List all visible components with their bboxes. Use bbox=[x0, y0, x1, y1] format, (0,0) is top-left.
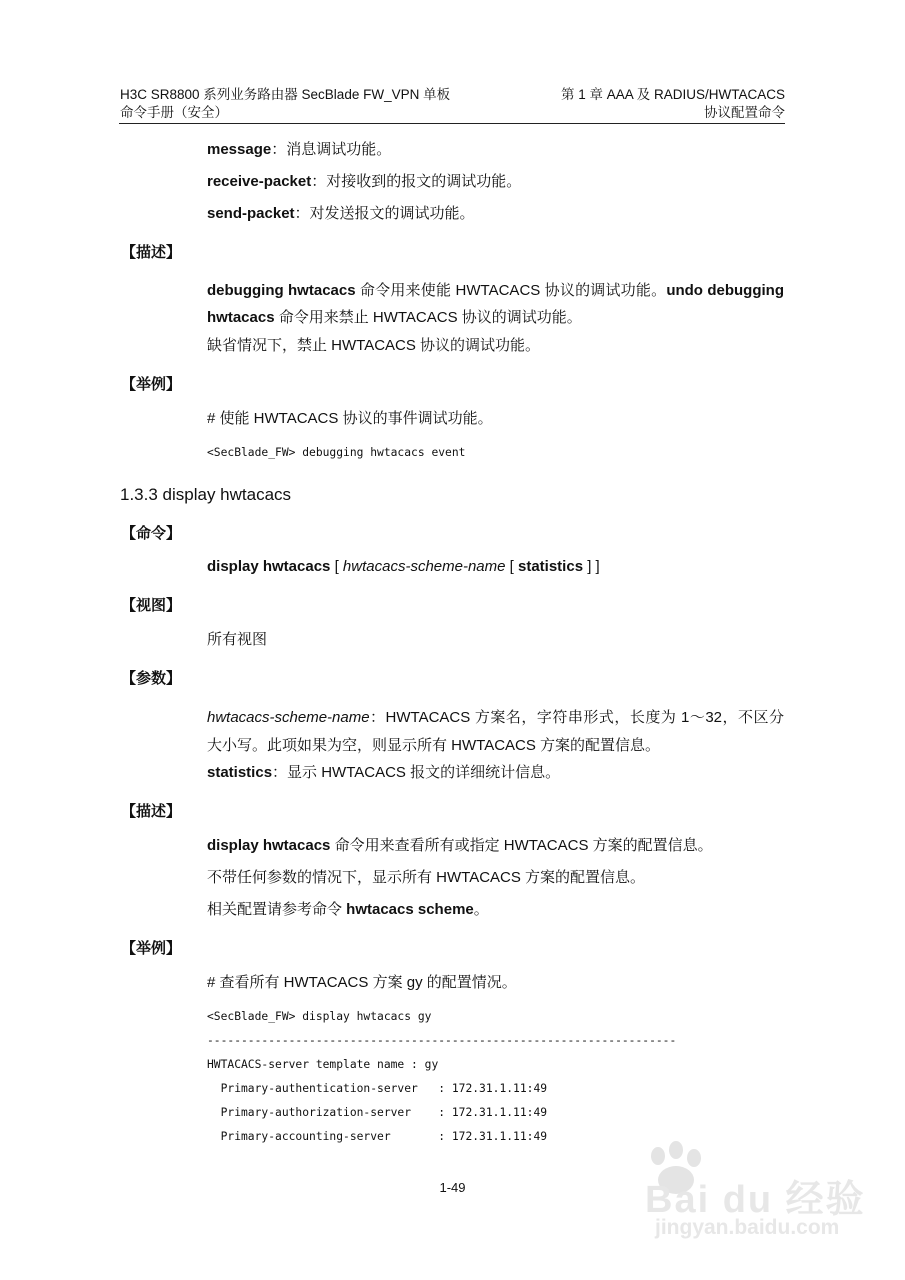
param-text: ：对发送报文的调试功能。 bbox=[294, 205, 475, 222]
description-line bbox=[207, 836, 713, 856]
example-code-line: Primary-accounting-server : 172.31.1.11:49 bbox=[207, 1130, 548, 1143]
parameter-keyword: statistics bbox=[207, 764, 273, 781]
example-code-line: HWTACACS-server template name : gy bbox=[207, 1058, 439, 1071]
subsection-heading: 1.3.3 display hwtacacs bbox=[120, 485, 292, 504]
default-note: 缺省情况下，禁止 HWTACACS 协议的调试功能。 bbox=[207, 337, 541, 354]
command-keyword: display hwtacacs bbox=[207, 837, 331, 854]
param-text: ：对接收到的报文的调试功能。 bbox=[311, 173, 522, 190]
command-argument: hwtacacs-scheme-name bbox=[342, 558, 506, 575]
example-comment: # 使能 HWTACACS 协议的事件调试功能。 bbox=[207, 410, 493, 427]
example-code-line: Primary-authorization-server : 172.31.1.11:49 bbox=[207, 1106, 548, 1119]
parameter-statistics bbox=[207, 763, 560, 783]
command-keyword: debugging hwtacacs bbox=[207, 282, 356, 299]
watermark-logo: Bai du 经验 bbox=[645, 1179, 866, 1221]
example-code-line: --------------------------------------------------------------------- bbox=[207, 1034, 677, 1047]
command-keyword: undo debugging hwtacacs bbox=[207, 282, 784, 326]
description-line bbox=[207, 900, 489, 920]
header-chapter: 第 1 章 AAA 及 RADIUS/HWTACACS bbox=[560, 87, 785, 102]
section-title-example: 【举例】 bbox=[121, 376, 182, 393]
example-code: <SecBlade_FW> debugging hwtacacs event bbox=[207, 446, 466, 459]
syntax-bracket: ] ] bbox=[583, 558, 600, 575]
header-subtitle: 命令手册（安全） bbox=[120, 105, 228, 120]
parameter-text: ：显示 HWTACACS 报文的详细统计信息。 bbox=[272, 764, 561, 781]
header-title: H3C SR8800 系列业务路由器 SecBlade FW_VPN 单板 bbox=[120, 87, 451, 102]
section-title-parameters: 【参数】 bbox=[121, 670, 182, 687]
command-syntax bbox=[207, 557, 600, 577]
watermark-url: jingyan.baidu.com bbox=[655, 1216, 840, 1239]
description-text: 相关配置请参考命令 bbox=[207, 901, 347, 918]
section-title-description-2: 【描述】 bbox=[121, 803, 182, 820]
command-keyword: display hwtacacs bbox=[207, 558, 331, 575]
syntax-bracket: [ bbox=[505, 558, 518, 575]
example-comment: # 查看所有 HWTACACS 方案 gy 的配置情况。 bbox=[207, 974, 517, 991]
description-text: 。 bbox=[473, 901, 489, 918]
example-code-line: Primary-authentication-server : 172.31.1.11:49 bbox=[207, 1082, 548, 1095]
description-text: 命令用来禁止 HWTACACS 协议的调试功能。 bbox=[274, 309, 582, 326]
param-receive-packet bbox=[207, 172, 521, 192]
description-text: 命令用来查看所有或指定 HWTACACS 方案的配置信息。 bbox=[330, 837, 713, 854]
param-text: ：消息调试功能。 bbox=[271, 141, 392, 158]
description-paragraph bbox=[207, 277, 784, 331]
header-rule bbox=[119, 123, 785, 124]
param-send-packet bbox=[207, 204, 475, 224]
description-text: 命令用来使能 HWTACACS 协议的调试功能。 bbox=[355, 282, 667, 299]
header-chapter-sub: 协议配置命令 bbox=[704, 105, 785, 120]
syntax-bracket: [ bbox=[330, 558, 343, 575]
parameter-description bbox=[207, 704, 784, 760]
section-title-view: 【视图】 bbox=[121, 597, 182, 614]
section-title-description: 【描述】 bbox=[121, 244, 182, 261]
description-line: 不带任何参数的情况下，显示所有 HWTACACS 方案的配置信息。 bbox=[207, 869, 646, 886]
page-number: 1-49 bbox=[439, 1180, 466, 1195]
section-title-example-2: 【举例】 bbox=[121, 940, 182, 957]
parameter-argument: hwtacacs-scheme-name bbox=[207, 709, 370, 726]
command-keyword: statistics bbox=[518, 558, 584, 575]
section-title-command: 【命令】 bbox=[121, 525, 182, 542]
command-keyword: hwtacacs scheme bbox=[346, 901, 474, 918]
param-keyword: message bbox=[207, 141, 272, 158]
view-text: 所有视图 bbox=[207, 631, 268, 648]
param-keyword: send-packet bbox=[207, 205, 295, 222]
parameter-text: ：HWTACACS 方案名，字符串形式，长度为 1～32，不区分大小写。此项如果为空，则显示所有 HWTACACS 方案的配置信息。 bbox=[207, 709, 784, 754]
param-message bbox=[207, 140, 391, 160]
param-keyword: receive-packet bbox=[207, 173, 312, 190]
example-code-line: <SecBlade_FW> display hwtacacs gy bbox=[207, 1010, 432, 1023]
